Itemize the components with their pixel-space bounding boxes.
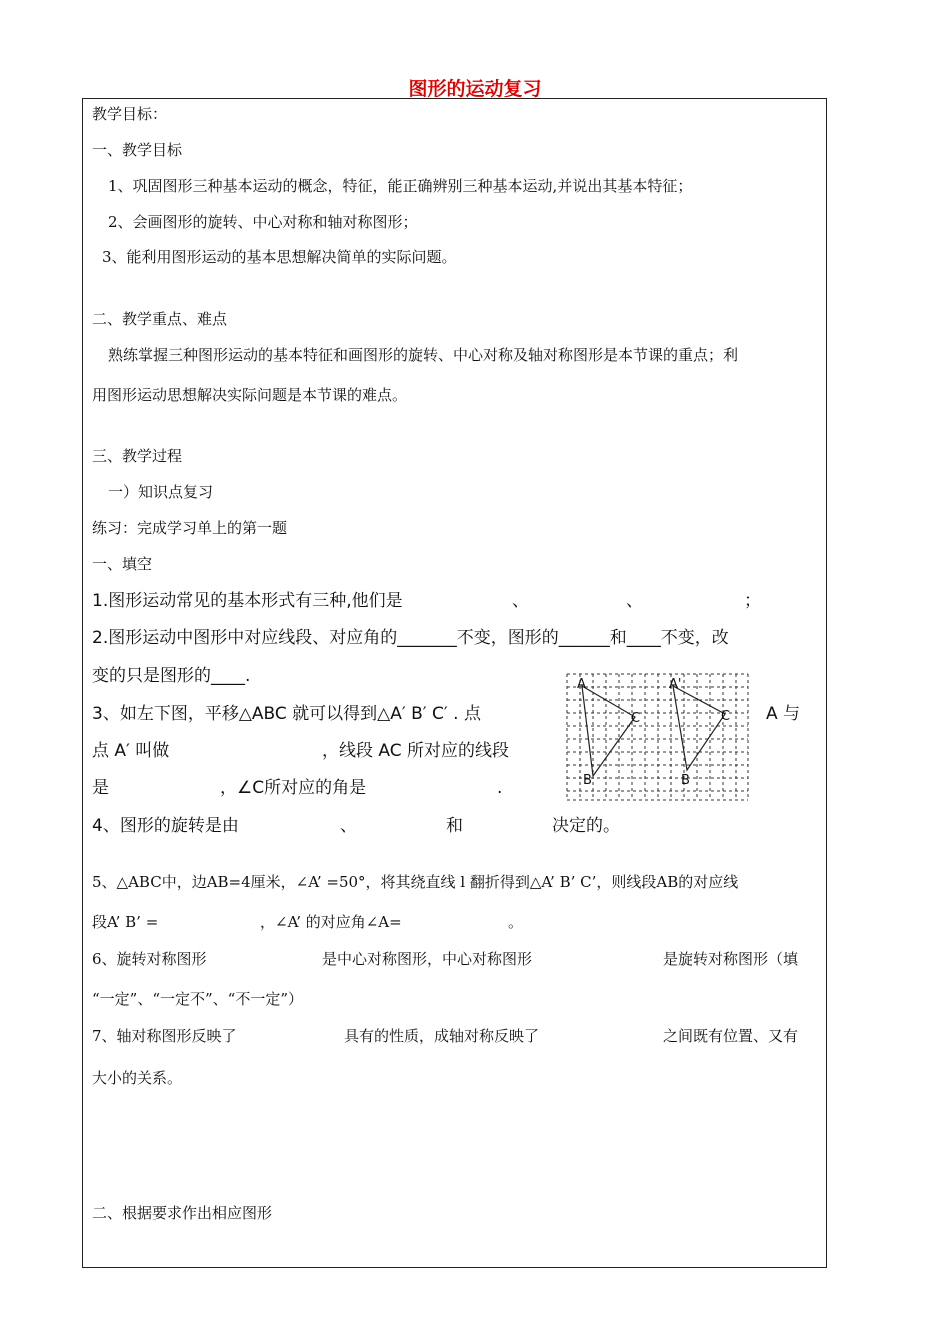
label-c-prime: C — [721, 709, 731, 724]
q4-sep: 、 — [340, 816, 357, 836]
q5-text-line1: 5、△ABC中，边AB=4厘米，∠A’ =50°，将其绕直线 l 翻折得到△A’ B’ C’，则线段AB的对应线 — [92, 873, 739, 891]
q6-text-line2: “一定”、“一定不”、“不一定”） — [92, 990, 304, 1008]
q3-text-line3-end: . — [497, 778, 503, 798]
q4-end: 决定的。 — [552, 816, 620, 836]
part2-heading: 二、根据要求作出相应图形 — [92, 1204, 273, 1222]
goal-item-1: 1、巩固图形三种基本运动的概念，特征，能正确辨别三种基本运动,并说出其基本特征； — [108, 177, 693, 195]
section2-paragraph-line1: 熟练掌握三种图形运动的基本特征和画图形的旋转、中心对称及轴对称图形是本节课的重点；利 — [108, 346, 739, 364]
goal-item-3: 3、能利用图形运动的基本思想解决简单的实际问题。 — [102, 248, 457, 266]
q1-sep1: 、 — [512, 591, 529, 611]
q7-text-line2: 大小的关系。 — [92, 1069, 183, 1087]
label-a: A — [577, 677, 586, 692]
q1-text: 1.图形运动常见的基本形式有三种,他们是 — [92, 591, 403, 611]
practice-note: 练习：完成学习单上的第一题 — [92, 519, 288, 537]
q4-text: 4、图形的旋转是由 — [92, 816, 239, 836]
translation-grid-figure — [565, 672, 750, 802]
fill-blank-heading: 一、填空 — [92, 555, 153, 573]
q1-end: ； — [744, 591, 761, 611]
q5-text-line2: 段A’ B’ = — [92, 913, 159, 931]
q3-text-line3-mid: ，∠C所对应的角是 — [220, 778, 367, 798]
page-title: 图形的运动复习 — [408, 78, 542, 100]
q6-text-line1-end: 是旋转对称图形（填 — [663, 950, 799, 968]
q7-text-line1-end: 之间既有位置、又有 — [663, 1027, 799, 1045]
section1-heading: 一、教学目标 — [92, 141, 183, 159]
q7-text-line1: 7、轴对称图形反映了 — [92, 1027, 237, 1045]
section2-heading: 二、教学重点、难点 — [92, 310, 228, 328]
label-b: B — [583, 773, 592, 788]
q6-text-line1-mid: 是中心对称图形，中心对称图形 — [322, 950, 533, 968]
section3-heading: 三、教学过程 — [92, 447, 183, 465]
q3-text-line2: 点 A′ 叫做 — [92, 741, 170, 761]
label-c: C — [631, 711, 641, 726]
q2-text-line2: 变的只是图形的____. — [92, 666, 251, 686]
q2-text-line1: 2.图形运动中图形中对应线段、对应角的_______不变，图形的______和____不变，改 — [92, 628, 729, 648]
label-a-prime: A' — [669, 677, 682, 692]
label-b-prime: B — [681, 773, 690, 788]
q4-and: 和 — [446, 816, 463, 836]
goal-item-2: 2、会画图形的旋转、中心对称和轴对称图形； — [108, 213, 418, 231]
goals-heading: 教学目标： — [92, 105, 168, 123]
q3-text-line1: 3、如左下图，平移△ABC 就可以得到△A′ B′ C′ . 点 — [92, 704, 481, 724]
q3-text-line1-end: A 与 — [766, 704, 801, 724]
triangle-a2b2c2 — [673, 686, 725, 770]
q6-text-line1: 6、旋转对称图形 — [92, 950, 207, 968]
q7-text-line1-mid: 具有的性质，成轴对称反映了 — [344, 1027, 540, 1045]
q3-text-line2-end: ，线段 AC 所对应的线段 — [322, 741, 510, 761]
q3-text-line3: 是 — [92, 778, 109, 798]
q5-text-line2-end: 。 — [508, 913, 524, 931]
q1-sep2: 、 — [626, 591, 643, 611]
section2-paragraph-line2: 用图形运动思想解决实际问题是本节课的难点。 — [92, 386, 408, 404]
section3-subheading: 一）知识点复习 — [108, 483, 214, 501]
q5-text-line2-mid: ，∠A’ 的对应角∠A= — [260, 913, 402, 931]
